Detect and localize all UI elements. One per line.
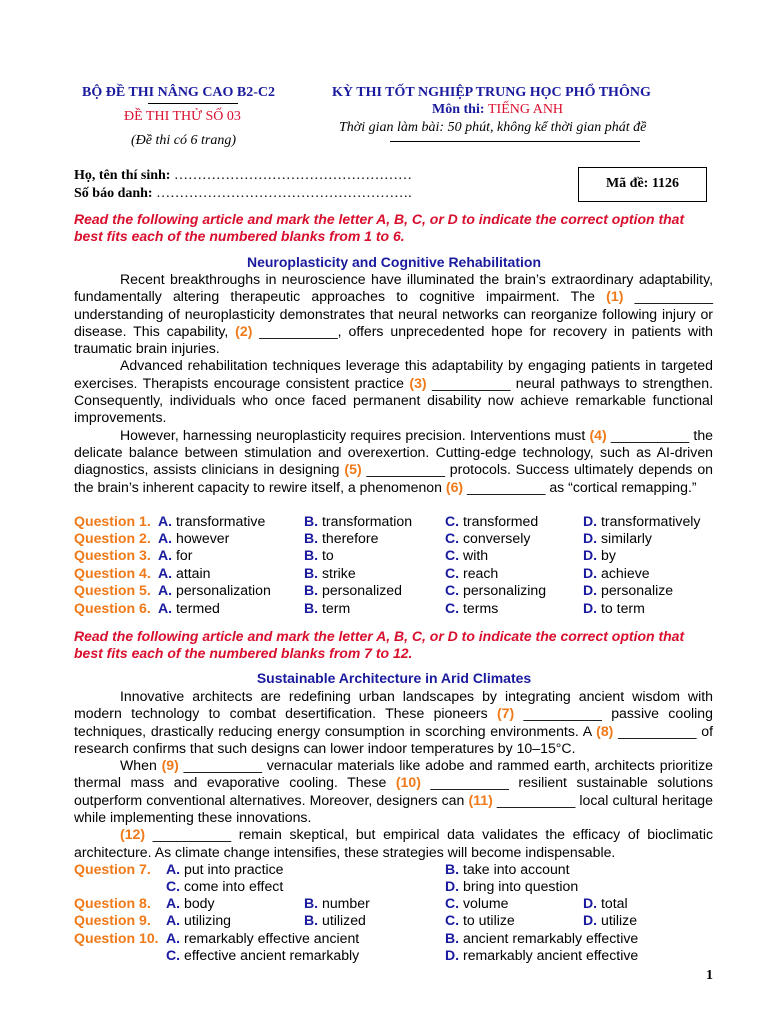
option-letter: D. <box>583 513 598 529</box>
passage-text: __________ vernacular materials like adobe and rammed earth, architects prioritize thermal mass and evaporative cooling. These <box>74 757 714 791</box>
header-subject <box>432 102 563 118</box>
header-time-note: Thời gian làm bài: 50 phút, không kể thời gian phát đề <box>339 120 647 135</box>
passage-text: Recent breakthroughs in neuroscience have illuminated the brain’s extraordinary adaptability, fundamentally altering therapeutic approaches to cognitive impairment. The <box>74 271 713 305</box>
option-letter: B. <box>304 565 319 581</box>
option-letter: D. <box>583 895 598 911</box>
option-text: put into practice <box>180 861 284 877</box>
passage-paragraph <box>74 427 713 496</box>
question-row <box>74 895 714 912</box>
question-row <box>74 912 714 929</box>
answer-option[interactable] <box>445 600 498 617</box>
answer-option[interactable] <box>445 878 578 895</box>
answer-option[interactable] <box>583 912 637 929</box>
answer-option[interactable] <box>304 530 378 547</box>
answer-option[interactable] <box>445 895 508 912</box>
header-left-title: BỘ ĐỀ THI NÂNG CAO B2-C2 <box>82 85 276 100</box>
answer-option[interactable] <box>158 600 220 617</box>
option-letter: A. <box>166 930 181 946</box>
blank-number: (12) <box>120 826 146 843</box>
option-text: remarkably effective ancient <box>180 930 360 946</box>
blank-number: (8) <box>596 722 614 739</box>
option-text: personalized <box>318 582 402 598</box>
passage-text: __________ passive cooling techniques, drastically reducing energy consumption in scorching environments. A <box>74 705 713 739</box>
option-letter: C. <box>445 895 460 911</box>
answer-option[interactable] <box>304 565 356 582</box>
section1-title: Neuroplasticity and Cognitive Rehabilitation <box>246 254 542 270</box>
answer-option[interactable] <box>166 878 283 895</box>
answer-option[interactable] <box>445 912 515 929</box>
passage-text: __________ resilient sustainable solutions outperform conventional alternatives. Moreover, designers can <box>74 774 713 808</box>
option-letter: B. <box>445 861 460 877</box>
question-row <box>74 947 714 964</box>
option-text: utilized <box>318 912 366 928</box>
option-text: term <box>318 600 351 616</box>
option-letter: A. <box>158 547 173 563</box>
option-letter: A. <box>166 912 181 928</box>
option-text: conversely <box>459 530 531 546</box>
blank-number: (6) <box>445 478 464 495</box>
option-text: number <box>318 895 370 911</box>
answer-option[interactable] <box>158 513 265 530</box>
section2-passage <box>74 688 713 861</box>
option-text: attain <box>172 565 211 581</box>
passage-paragraph <box>74 826 713 861</box>
answer-option[interactable] <box>445 582 546 599</box>
question-label: Question 10. <box>74 930 159 946</box>
question-label: Question 3. <box>74 547 151 563</box>
header-right-rule <box>390 141 640 142</box>
subject-name: TIẾNG ANH <box>488 102 564 117</box>
candidate-id-label: Số báo danh: <box>74 186 157 201</box>
answer-option[interactable] <box>583 600 645 617</box>
option-letter: D. <box>583 530 598 546</box>
candidate-name-dots: …………………………………………… <box>173 168 412 183</box>
option-text: termed <box>172 600 220 616</box>
passage-text: __________ the delicate balance between stimulation and overexertion. Cutting-edge technology, such as AI-driven diagnostics, assists clinicians in designing <box>74 426 714 478</box>
option-letter: A. <box>158 565 173 581</box>
answer-option[interactable] <box>304 513 412 530</box>
option-letter: A. <box>158 530 173 546</box>
answer-option[interactable] <box>445 530 530 547</box>
answer-option[interactable] <box>583 547 616 564</box>
passage-paragraph <box>74 688 713 757</box>
passage-paragraph <box>74 271 713 357</box>
blank-number: (9) <box>161 757 179 774</box>
question-label: Question 9. <box>74 912 151 928</box>
header-left-rule <box>148 103 238 104</box>
blank-number: (7) <box>496 705 515 722</box>
option-text: personalizing <box>459 582 547 598</box>
option-text: utilize <box>597 912 638 928</box>
option-text: however <box>172 530 230 546</box>
passage-text: Innovative architects are redefining urban landscapes by integrating ancient wisdom with modern technology to combat desertification. These pioneers <box>74 688 713 722</box>
answer-option[interactable] <box>445 565 498 582</box>
option-text: transformed <box>459 513 539 529</box>
passage-text: __________ neural pathways to strengthen. Consequently, individuals who once faced permanent disability now achieve remarkable functional improvements. <box>74 374 713 426</box>
option-letter: D. <box>445 878 460 894</box>
option-text: volume <box>459 895 509 911</box>
option-text: transformation <box>318 513 413 529</box>
question-label: Question 7. <box>74 861 151 877</box>
blank-number: (5) <box>344 461 362 478</box>
option-text: come into effect <box>180 878 284 894</box>
option-text: terms <box>459 600 499 616</box>
blank-number: (3) <box>409 374 427 391</box>
option-text: transformative <box>172 513 266 529</box>
passage-text: __________ as “cortical remapping.” <box>463 478 697 495</box>
subject-label: Môn thi: <box>432 102 488 117</box>
option-text: take into account <box>459 861 570 877</box>
section2-instruction: Read the following article and mark the letter A, B, C, or D to indicate the correct option that best fits each of the numbered blanks from 7 to 12. <box>74 628 685 661</box>
question-label: Question 4. <box>74 565 151 581</box>
passage-text: __________ protocols. Success ultimately depends on the brain’s inherent capacity to rewire itself, a phenomenon <box>74 461 713 495</box>
answer-option[interactable] <box>158 565 211 582</box>
question-row <box>74 930 714 947</box>
option-letter: B. <box>304 895 319 911</box>
answer-option[interactable] <box>583 513 700 530</box>
option-letter: A. <box>166 895 181 911</box>
answer-option[interactable] <box>304 600 350 617</box>
section1-instruction: Read the following article and mark the letter A, B, C, or D to indicate the correct option that best fits each of the numbered blanks from 1 to 6. <box>74 211 685 244</box>
answer-option[interactable] <box>583 582 673 599</box>
option-letter: C. <box>445 513 460 529</box>
answer-option[interactable] <box>158 530 229 547</box>
option-text: therefore <box>318 530 379 546</box>
option-text: by <box>597 547 616 563</box>
candidate-name-line <box>74 168 412 184</box>
option-letter: C. <box>445 912 460 928</box>
question-row <box>74 878 714 895</box>
answer-option[interactable] <box>445 861 570 878</box>
option-letter: B. <box>304 912 319 928</box>
option-letter: C. <box>445 565 460 581</box>
answer-option[interactable] <box>445 930 638 947</box>
option-text: personalization <box>172 582 271 598</box>
passage-text: However, harnessing neuroplasticity requires precision. Interventions must <box>120 426 590 443</box>
option-text: to utilize <box>459 912 515 928</box>
option-letter: D. <box>583 582 598 598</box>
option-text: effective ancient remarkably <box>180 947 360 963</box>
header-left-note: (Đề thi có 6 trang) <box>131 133 236 148</box>
option-letter: C. <box>445 530 460 546</box>
answer-option[interactable] <box>445 547 488 564</box>
question-row <box>74 547 714 564</box>
option-text: to <box>318 547 334 563</box>
question-label: Question 1. <box>74 513 151 529</box>
option-text: reach <box>459 565 499 581</box>
option-text: personalize <box>597 582 674 598</box>
option-text: achieve <box>597 565 650 581</box>
answer-option[interactable] <box>158 582 271 599</box>
option-letter: B. <box>304 582 319 598</box>
option-text: body <box>180 895 215 911</box>
option-letter: A. <box>158 582 173 598</box>
option-letter: C. <box>445 547 460 563</box>
option-text: remarkably ancient effective <box>459 947 639 963</box>
question-row <box>74 565 714 582</box>
option-letter: D. <box>583 547 598 563</box>
answer-option[interactable] <box>583 895 628 912</box>
blank-number: (1) <box>606 288 624 305</box>
answer-option[interactable] <box>583 565 650 582</box>
answer-option[interactable] <box>304 912 366 929</box>
question-row <box>74 530 714 547</box>
answer-option[interactable] <box>304 582 402 599</box>
passage-text: __________ understanding of neuroplasticity demonstrates that neural networks can reorganize following injury or disease. This capability, <box>74 288 713 339</box>
candidate-id-line <box>74 186 412 202</box>
option-text: transformatively <box>597 513 701 529</box>
answer-option[interactable] <box>158 547 192 564</box>
passage-text: __________ remain skeptical, but empirical data validates the efficacy of bioclimatic architecture. As climate change intensifies, these strategies will become indispensable. <box>74 826 713 860</box>
option-text: similarly <box>597 530 652 546</box>
header-right-title: KỲ THI TỐT NGHIỆP TRUNG HỌC PHỔ THÔNG <box>332 85 651 100</box>
option-text: total <box>597 895 628 911</box>
question-label: Question 2. <box>74 530 151 546</box>
answer-option[interactable] <box>166 895 215 912</box>
answer-option[interactable] <box>583 530 652 547</box>
option-text: to term <box>597 600 645 616</box>
passage-text: __________ local cultural heritage while implementing these innovations. <box>74 791 713 826</box>
option-text: ancient remarkably effective <box>459 930 639 946</box>
question-row <box>74 861 714 878</box>
option-text: utilizing <box>180 912 232 928</box>
passage-text: __________, offers unprecedented hope for recovery in patients with traumatic brain injuries. <box>74 322 713 357</box>
option-letter: B. <box>304 547 319 563</box>
option-letter: D. <box>583 912 598 928</box>
option-letter: A. <box>158 600 173 616</box>
blank-number: (4) <box>589 426 607 443</box>
option-text: bring into question <box>459 878 579 894</box>
page-number: 1 <box>706 968 713 983</box>
answer-option[interactable] <box>166 947 359 964</box>
question-row <box>74 513 714 530</box>
section2-title: Sustainable Architecture in Arid Climates <box>256 670 532 686</box>
option-text: for <box>172 547 193 563</box>
option-letter: B. <box>445 930 460 946</box>
answer-option[interactable] <box>304 895 370 912</box>
question-row <box>74 582 714 599</box>
passage-text: When <box>120 757 162 774</box>
exam-code-box <box>578 167 707 202</box>
option-text: with <box>459 547 489 563</box>
passage-paragraph <box>74 357 713 426</box>
answer-option[interactable] <box>166 930 359 947</box>
option-letter: D. <box>445 947 460 963</box>
answer-option[interactable] <box>166 912 231 929</box>
option-letter: B. <box>304 600 319 616</box>
option-letter: A. <box>158 513 173 529</box>
question-label: Question 8. <box>74 895 151 911</box>
question-label: Question 6. <box>74 600 151 616</box>
answer-option[interactable] <box>166 861 284 878</box>
option-letter: C. <box>166 947 181 963</box>
option-letter: A. <box>166 861 181 877</box>
option-letter: C. <box>166 878 181 894</box>
option-letter: D. <box>583 565 598 581</box>
blank-number: (10) <box>395 774 421 791</box>
answer-option[interactable] <box>445 947 638 964</box>
candidate-name-label: Họ, tên thí sinh: <box>74 168 174 183</box>
option-letter: D. <box>583 600 598 616</box>
passage-paragraph <box>74 757 713 826</box>
passage-text: Advanced rehabilitation techniques leverage this adaptability by engaging patients in targeted exercises. Therapists encourage consistent practice <box>74 357 713 391</box>
answer-option[interactable] <box>445 513 538 530</box>
question-row <box>74 600 714 617</box>
blank-number: (2) <box>235 322 253 339</box>
option-letter: C. <box>445 600 460 616</box>
question-label: Question 5. <box>74 582 151 598</box>
passage-text: __________ of research confirms that such designs can lower indoor temperatures by 10–15°C. <box>74 722 713 756</box>
option-letter: B. <box>304 530 319 546</box>
header-left-subtitle: ĐỀ THI THỬ SỐ 03 <box>124 109 241 124</box>
option-letter: C. <box>445 582 460 598</box>
option-text: strike <box>318 565 356 581</box>
exam-code: Mã đề: 1126 <box>605 176 680 191</box>
section1-passage <box>74 271 713 496</box>
blank-number: (11) <box>468 791 493 808</box>
option-letter: B. <box>304 513 319 529</box>
answer-option[interactable] <box>304 547 334 564</box>
candidate-id-dots: ………………………………………………. <box>156 186 412 201</box>
